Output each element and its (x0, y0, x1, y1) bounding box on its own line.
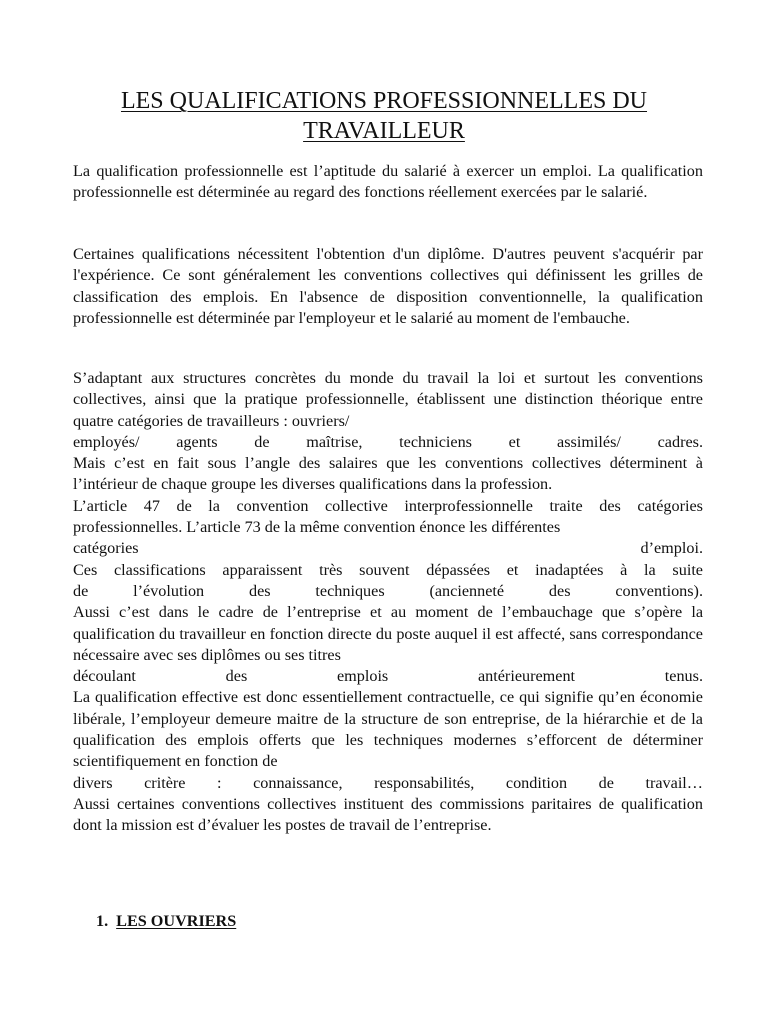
categories-text-2: employés/ agents de maîtrise, techniciens et assimilés/ cadres. (73, 432, 703, 451)
document-title: LES QUALIFICATIONS PROFESSIONNELLES DU TRAVAILLEUR (120, 88, 648, 144)
categories-text-3: Mais c’est en fait sous l’angle des salaires que les conventions collectives déterminent à l’intérieur de chaque groupe les diverses qualifications dans la profession. (73, 454, 703, 494)
enterprise-text-2: découlant des emplois antérieurement tenus. (73, 667, 703, 686)
paragraph-diplomas: Certaines qualifications nécessitent l'obtention d'un diplôme. D'autres peuvent s'acquérir par l'expérience. Ce sont généralement les conventions collectives qui définissent les grilles de classification des emplois. En l'absence de disposition conventionnelle, la qualification professionnelle est déterminée par l'employeur et le salarié au moment de l'embauche. (73, 245, 703, 327)
enterprise-text-1: Aussi c’est dans le cadre de l’entreprise et au moment de l’embauchage que s’opère la qualification du travailleur en fonction directe du poste auquel il est affecté, sans correspondance nécessaire avec ses diplômes ou ses titres (73, 603, 703, 664)
paragraph-categories (73, 368, 703, 837)
paragraph-definition: La qualification professionnelle est l’aptitude du salarié à exercer un emploi. La qualification professionnelle est déterminée au regard des fonctions réellement exercées par le salarié. (73, 162, 703, 202)
article-text-2: catégories d’emploi. (73, 539, 703, 558)
section-title: LES OUVRIERS (116, 912, 237, 930)
commissions-text: Aussi certaines conventions collectives instituent des commissions paritaires de qualification dont la mission est d’évaluer les postes de travail de l’entreprise. (73, 794, 703, 835)
contractual-text-1: La qualification effective est donc essentiellement contractuelle, ce qui signifie qu’en économie libérale, l’employeur demeure maitre de la structure de son entreprise, de la hiérarchie et de la qualification des emplois offerts que les techniques modernes s’efforcent de déterminer scientifiquement en fonction de (73, 688, 703, 771)
contractual-text-2: divers critère : connaissance, responsabilités, condition de travail… (73, 773, 703, 792)
section-number: 1. (96, 912, 109, 930)
categories-text-1: S’adaptant aux structures concrètes du monde du travail la loi et surtout les conventions collectives, ainsi que la pratique professionnelle, établissent une distinction théorique entre quatre catégories de travailleurs : ouvriers/ (73, 369, 703, 430)
section-heading-ouvriers (96, 910, 236, 932)
article-text-1: L’article 47 de la convention collective interprofessionnelle traite des catégories professionnelles. L’article 73 de la même convention énonce les différentes (73, 496, 703, 537)
classification-text-1: Ces classifications apparaissent très souvent dépassées et inadaptées à la suite (73, 560, 703, 579)
classification-text-2: de l’évolution des techniques (ancienneté des conventions). (73, 581, 703, 600)
